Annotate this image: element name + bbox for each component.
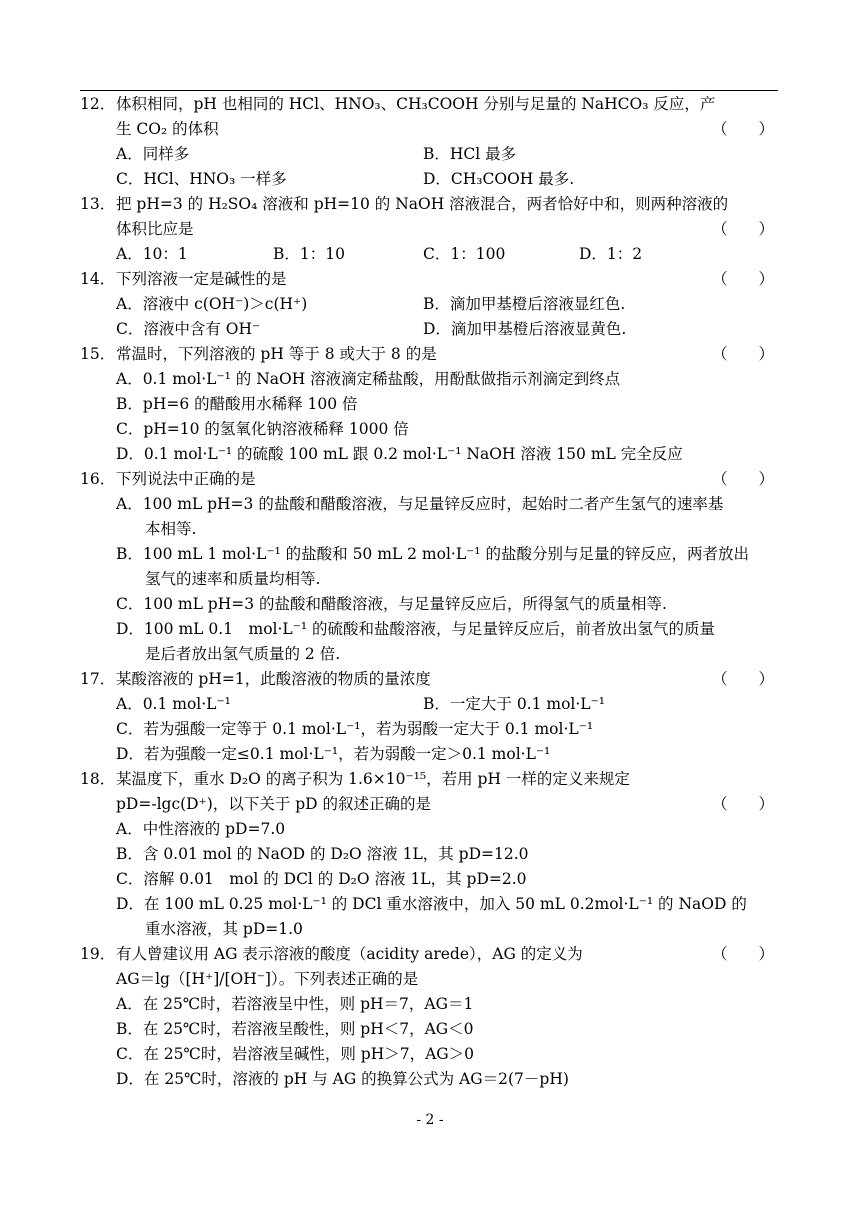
question-stem: 把 pH=3 的 H₂SO₄ 溶液和 pH=10 的 NaOH 溶液混合，两者恰好中和，则两种溶液的	[116, 195, 729, 213]
option-b: B．1：10	[273, 245, 345, 263]
option-d: D．100 mL 0.1 mol·L⁻¹ 的硫酸和盐酸溶液，与足量锌反应后，前者放出氢气的质量	[116, 620, 716, 638]
option-c: C．溶解 0.01 mol 的 DCl 的 D₂O 溶液 1L，其 pD=2.0	[116, 870, 527, 888]
option-a: A．100 mL pH=3 的盐酸和醋酸溶液，与足量锌反应时，起始时二者产生氢气的速率基	[116, 495, 724, 513]
answer-blank: （ ）	[712, 945, 775, 963]
question-stem: pD=-lgc(D⁺)，以下关于 pD 的叙述正确的是	[116, 795, 432, 813]
question-number: 17．	[80, 670, 116, 688]
question-number: 12．	[80, 95, 116, 113]
option-d: D．在 100 mL 0.25 mol·L⁻¹ 的 DCl 重水溶液中，加入 50 mL 0.2mol·L⁻¹ 的 NaOD 的	[116, 895, 747, 913]
question-number: 13．	[80, 195, 116, 213]
question-stem: 下列说法中正确的是	[116, 470, 256, 488]
option-d: D．滴加甲基橙后溶液显黄色.	[423, 320, 627, 338]
question-stem: 体积相同，pH 也相同的 HCl、HNO₃、CH₃COOH 分别与足量的 NaHCO₃ 反应，产	[116, 95, 716, 113]
question-number: 18．	[80, 770, 116, 788]
option-d-continued: 重水溶液，其 pD=1.0	[145, 920, 303, 938]
option-a: A．0.1 mol·L⁻¹ 的 NaOH 溶液滴定稀盐酸，用酚酞做指示剂滴定到终点	[116, 370, 621, 388]
question-stem: 下列溶液一定是碱性的是	[116, 270, 287, 288]
question-stem: 生 CO₂ 的体积	[116, 120, 219, 138]
option-d: D．在 25℃时，溶液的 pH 与 AG 的换算公式为 AG＝2(7－pH)	[116, 1070, 569, 1088]
option-b: B．滴加甲基橙后溶液显红色.	[423, 295, 626, 313]
question-stem: 体积比应是	[116, 220, 194, 238]
option-b-continued: 氢气的速率和质量均相等.	[145, 570, 321, 588]
option-b: B．100 mL 1 mol·L⁻¹ 的盐酸和 50 mL 2 mol·L⁻¹ 的盐酸分别与足量的锌反应，两者放出	[116, 545, 749, 563]
option-d: D．0.1 mol·L⁻¹ 的硫酸 100 mL 跟 0.2 mol·L⁻¹ NaOH 溶液 150 mL 完全反应	[116, 445, 683, 463]
option-b: B．一定大于 0.1 mol·L⁻¹	[423, 695, 605, 713]
option-a: A．同样多	[116, 145, 190, 163]
question-stem: 有人曾建议用 AG 表示溶液的酸度（acidity arede），AG 的定义为	[116, 945, 583, 963]
question-stem: 常温时，下列溶液的 pH 等于 8 或大于 8 的是	[116, 345, 437, 363]
option-a: A．中性溶液的 pD=7.0	[116, 820, 286, 838]
option-d-continued: 是后者放出氢气质量的 2 倍.	[145, 645, 341, 663]
option-d: D．若为强酸一定≤0.1 mol·L⁻¹，若为弱酸一定＞0.1 mol·L⁻¹	[116, 745, 551, 763]
answer-blank: （ ）	[712, 470, 775, 488]
question-stem: 某酸溶液的 pH=1，此酸溶液的物质的量浓度	[116, 670, 431, 688]
answer-blank: （ ）	[712, 270, 775, 288]
question-number: 14．	[80, 270, 116, 288]
page-number: - 2 -	[416, 1112, 444, 1128]
option-b: B．HCl 最多	[423, 145, 517, 163]
option-a: A．在 25℃时，若溶液呈中性，则 pH＝7，AG＝1	[116, 995, 474, 1013]
question-number: 16．	[80, 470, 116, 488]
option-b: B．在 25℃时，若溶液呈酸性，则 pH＜7，AG＜0	[116, 1020, 474, 1038]
option-b: B．含 0.01 mol 的 NaOD 的 D₂O 溶液 1L，其 pD=12.0	[116, 845, 529, 863]
question-number: 19．	[80, 945, 116, 963]
header-rule	[80, 90, 778, 91]
option-a: A．10：1	[116, 245, 188, 263]
option-a: A．0.1 mol·L⁻¹	[116, 695, 231, 713]
option-a-continued: 本相等.	[145, 520, 197, 538]
answer-blank: （ ）	[712, 795, 775, 813]
option-c: C．溶液中含有 OH⁻	[116, 320, 261, 338]
option-c: C．pH=10 的氢氧化钠溶液稀释 1000 倍	[116, 420, 409, 438]
question-number: 15．	[80, 345, 116, 363]
option-c: C．在 25℃时，岩溶液呈碱性，则 pH＞7，AG＞0	[116, 1045, 475, 1063]
option-c: C．1：100	[423, 245, 506, 263]
option-c: C．100 mL pH=3 的盐酸和醋酸溶液，与足量锌反应后，所得氢气的质量相等.	[116, 595, 667, 613]
option-d: D．1：2	[579, 245, 643, 263]
option-a: A．溶液中 c(OH⁻)＞c(H⁺)	[116, 295, 308, 313]
option-c: C．HCl、HNO₃ 一样多	[116, 170, 287, 188]
answer-blank: （ ）	[712, 120, 775, 138]
option-c: C．若为强酸一定等于 0.1 mol·L⁻¹，若为弱酸一定大于 0.1 mol·L⁻¹	[116, 720, 594, 738]
option-d: D．CH₃COOH 最多.	[423, 170, 575, 188]
answer-blank: （ ）	[712, 670, 775, 688]
question-stem: 某温度下，重水 D₂O 的离子积为 1.6×10⁻¹⁵，若用 pH 一样的定义来规定	[116, 770, 630, 788]
question-stem: AG＝lg（[H⁺]/[OH⁻]）。下列表述正确的是	[116, 970, 419, 988]
answer-blank: （ ）	[712, 220, 775, 238]
option-b: B．pH=6 的醋酸用水稀释 100 倍	[116, 395, 358, 413]
answer-blank: （ ）	[712, 345, 775, 363]
